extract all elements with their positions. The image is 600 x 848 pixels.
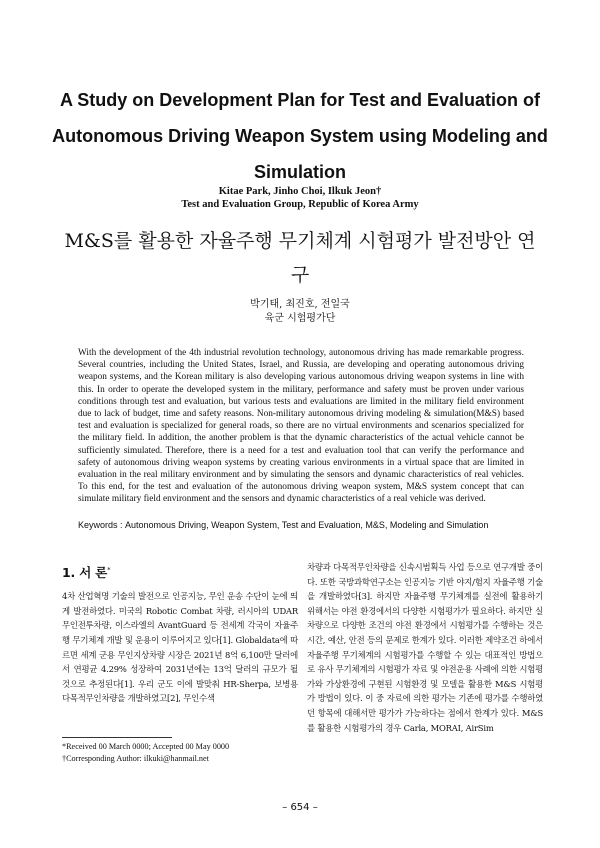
keywords-list: Autonomous Driving, Weapon System, Test and Evaluation, M&S, Modeling and Simulation [125,520,489,530]
english-title: A Study on Development Plan for Test and Evaluation of Autonomous Driving Weapon System using Modeling and Simulation [52,90,548,182]
korean-authors: 박기태, 최진호, 전일국 [250,299,350,310]
page-number: – 654 – [282,802,318,813]
section-footnote-mark: * [107,566,111,574]
english-affiliation: Test and Evaluation Group, Republic of Korea Army [181,199,419,210]
korean-title: M&S를 활용한 자율주행 무기체계 시험평가 발전방안 연구 [64,230,536,286]
keywords-label: Keywords : [78,520,126,530]
footnote-corresponding-author: †Corresponding Author: ilkuki@hanmail.net [62,754,209,763]
keywords-line [78,519,548,531]
left-column [62,560,298,706]
section-title: 1. 서 론 [62,565,108,581]
korean-affiliation: 육군 시험평가단 [264,313,336,324]
footnote-received: *Received 00 March 0000; Accepted 00 May 0000 [62,742,230,751]
right-body-text: 차량과 다목적무인차량을 신속시범획득 사업 등으로 연구개발 중이다. 또한 국방과학연구소는 인공지능 기반 야지/험지 자율주행 기술을 개발하였다[3]. 하지만 자율주행 무기체계를 실전에 활용하기 위해서는 야전 환경에서의 다양한 시험평가가 필요하다. 하지만 실 차량으로 다양한 조건의 야전 환경에서 시험평가를 수행하는 것은 시간, 예산, 안전 등의 문제로 한계가 있다. 이러한 제약조건 하에서 자율주행 무기체계의 시험평가를 수행할 수 있는 대표적인 방법으로 유사 무기체계의 시험평가 자료 및 야전운용 사례에 의한 시험평가와 가상환경에 구현된 시험환경 및 모델을 활용한 M&S 시험평가 방법이 있다. 이 중 자료에 의한 평가는 기존에 평가를 수행하였던 항목에 대해서만 평가가 가능하다는 점에서 한계가 있다. M&S를 활용한 시험평가의 경우 Carla, MORAI, AirSim [307,562,543,733]
english-authors: Kitae Park, Jinho Choi, Ilkuk Jeon† [218,186,382,197]
abstract: With the development of the 4th industrial revolution technology, autonomous driving has made remarkable progress. Several countries, including the United States, Israel, and Russia, are developing and operating autonomous driving weapon systems, and the Korean military is also developing various autonomous driving weapon systems in line with this. In order to operate the developed system in the military, performance and safety must be proven under various conditions through test and evaluation, but various tests and evaluations are limited in the military field environment due to lack of budget, time and safety reasons. Non-military autonomous driving modeling & simulation(M&S) based test and evaluation is specialized for general roads, so there are no virtual environments and scenarios specialized for the military field. In addition, the another problem is that the dynamic characteristics of the actual vehicle cannot be sufficiently simulated. Therefore, there is a need for a test and evaluation tool that can verify the performance and safety of autonomous driving weapon systems by creating various environments in a virtual space that are limited in evaluation in the real military environment and by simulating the sensors and dynamic characteristics of real vehicles. To this end, for the test and evaluation of the autonomous driving weapon system, M&S system concept that can simulate military field environment and the sensors and dynamic characteristics of a real vehicle was derived. [78,348,524,505]
footnote-divider [62,737,172,738]
footnotes [62,741,298,765]
english-author-block [0,185,600,211]
right-column [307,560,543,735]
section-heading [62,560,298,583]
left-body-text: 4차 산업혁명 기술의 발전으로 인공지능, 무인 운송 수단이 눈에 띄게 발전하였다. 미국의 Robotic Combat 차량, 러시아의 UDAR 무인전투차량, 이스라엘의 AvantGuard 등 전세계 각국이 자율주행 무기체계 개발 및 운용이 이루어지고 있다[1]. Globaldata에 따르면 세계 군용 무인지상차량 시장은 2021년 8억 6,100만 달러에서 연평균 4.29% 성장하여 2031년에는 13억 달러의 규모가 될 것으로 추정된다[1]. 우리 군도 이에 발맞춰 HR-Sherpa, 보병용 다목적무인차량을 개발하였고[2], 무인수색 [62,591,298,704]
korean-author-block [0,298,600,326]
